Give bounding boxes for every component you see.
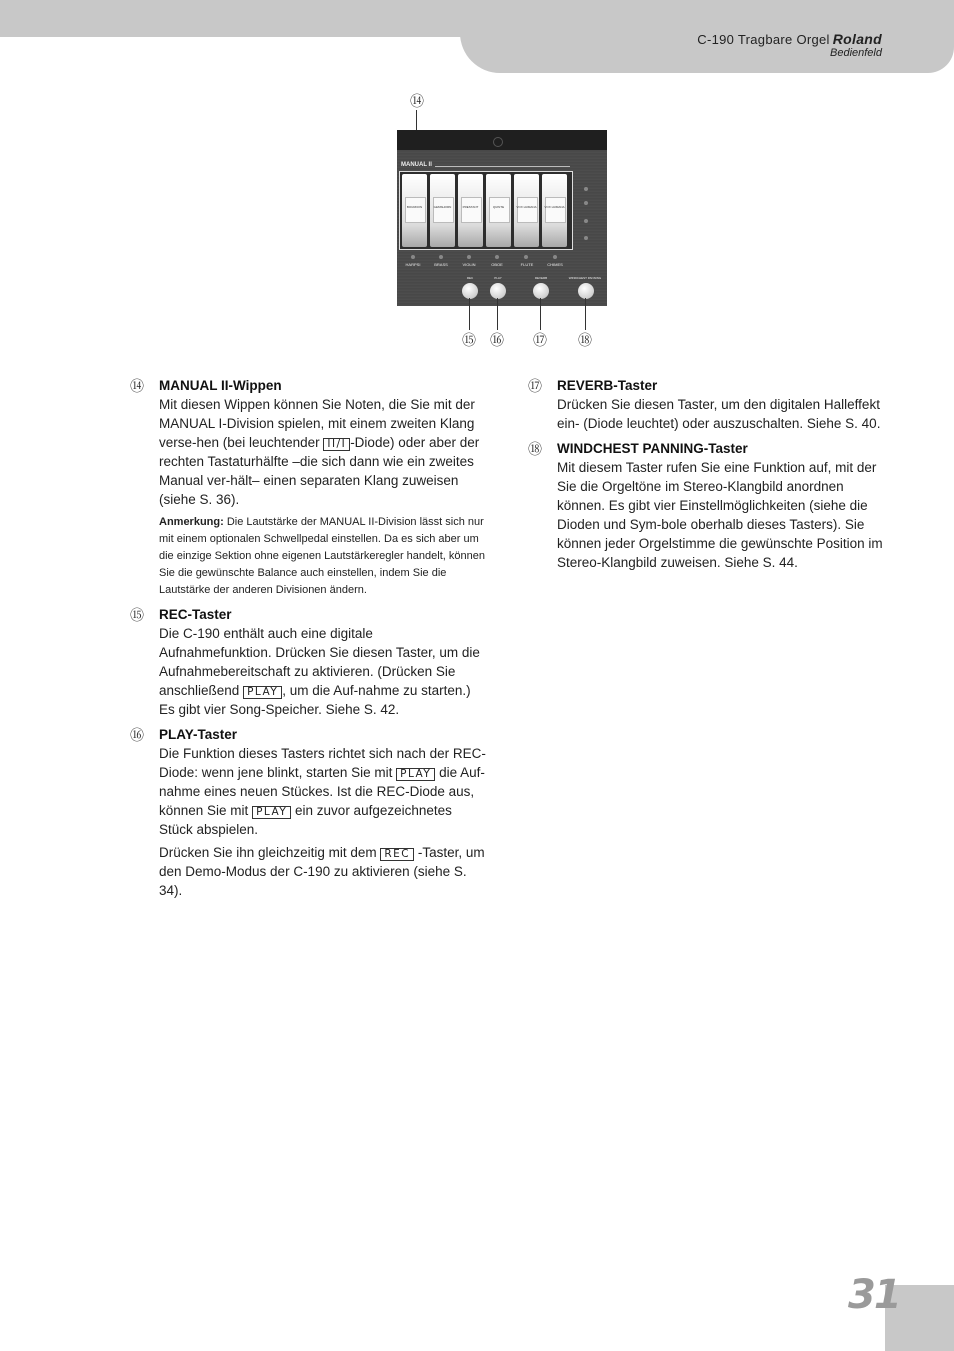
item-body: Mit diesem Taster rufen Sie eine Funktion auf, mit der Sie die Orgeltöne im Stereo-Klangbild anordnen können. Es gibt vier Einstellmöglichkeiten (siehe die Dioden und Sym-bole oberhalb dieses Tasters). Sie können jeder Orgelstimme die gewünschte Position im Stereo-Klangbild zuweisen. Siehe S. 44.	[557, 460, 883, 570]
right-column	[528, 376, 883, 578]
item-number: ⑱	[528, 441, 542, 457]
item-number: ⑰	[528, 378, 542, 394]
voice-label: CHIMES	[547, 262, 563, 267]
voice-label: OBOE	[491, 262, 503, 267]
tab-lever-label-box	[433, 197, 454, 223]
item-number: ⑭	[130, 378, 144, 394]
voice-label: BRASS	[434, 262, 448, 267]
brand-logo: Roland	[832, 31, 882, 47]
tab-lever-label-box	[545, 197, 566, 223]
voice-led	[553, 255, 557, 259]
button-label-reverb: REVERB	[534, 276, 548, 280]
callout-14: ⑭	[410, 93, 424, 109]
pan-led	[584, 219, 588, 223]
tab-lever-label-box	[517, 197, 538, 223]
note	[159, 514, 487, 599]
body-text: die Auf-nahme eines neuen Stückes. Ist die REC-Diode aus, können Sie mit	[159, 765, 485, 818]
item-title: WINDCHEST PANNING-Taster	[557, 441, 748, 456]
header-subtitle: Bedienfeld	[830, 47, 882, 59]
tab-lever-name: VOX HUMANA	[516, 205, 537, 209]
key-label: PLAY	[396, 768, 435, 781]
item-manual-ii	[130, 376, 487, 599]
tab-lever	[486, 174, 511, 247]
figure-divider	[435, 166, 570, 167]
voice-led	[439, 255, 443, 259]
item-number: ⑯	[130, 727, 144, 743]
tab-lever	[514, 174, 539, 247]
pan-led	[584, 201, 588, 205]
item-rec	[130, 605, 487, 719]
item-windchest	[528, 439, 883, 572]
play-button	[490, 283, 506, 299]
button-label-windchest: WINDCHEST PANNING	[568, 276, 602, 280]
item-body: Drücken Sie diesen Taster, um den digitalen Halleffekt ein- (Diode leuchtet) oder auszuschalten. Siehe S. 40.	[557, 397, 881, 431]
tab-levers-frame	[399, 171, 573, 250]
header-title: C-190 Tragbare Orgel	[697, 32, 830, 47]
tab-lever-label-box	[489, 197, 510, 223]
tab-lever	[458, 174, 483, 247]
item-body	[159, 624, 487, 719]
pan-led	[584, 236, 588, 240]
key-label: II/I	[323, 438, 350, 451]
tab-lever	[430, 174, 455, 247]
body-text: -Diode) oder aber der rechten Tastaturhälfte –die sich dann wie ein zweites Manual ver-hält– einen separaten Klang zuweisen (siehe S. 36).	[159, 435, 480, 507]
body-text: ein zuvor aufgezeichnetes Stück abspielen.	[159, 803, 452, 837]
windchest-button	[578, 283, 594, 299]
callout-16: ⑯	[490, 332, 504, 348]
voice-label: VIOLIN	[462, 262, 476, 267]
key-label: PLAY	[243, 686, 282, 699]
reverb-button	[533, 283, 549, 299]
tab-lever-name: GEMSHORN	[433, 205, 452, 209]
body-text: Die Funktion dieses Tasters richtet sich nach der REC-Diode: wenn jene blinkt, starten Sie mit	[159, 746, 486, 780]
left-column	[130, 376, 487, 906]
voice-led	[524, 255, 528, 259]
body-text: -Taster, um den Demo-Modus der C-190 zu aktivieren (siehe S. 34).	[159, 845, 485, 898]
callout-line-17	[540, 298, 541, 330]
tab-lever-name: BOURDON	[406, 205, 423, 209]
running-header	[697, 31, 882, 47]
tab-lever-name: PRESTANT	[462, 205, 479, 209]
voice-led	[411, 255, 415, 259]
rec-button	[462, 283, 478, 299]
item-play	[130, 725, 487, 900]
body-text: Drücken Sie ihn gleichzeitig mit dem	[159, 845, 381, 860]
voice-label: HARPSI	[405, 262, 421, 267]
paragraph	[159, 744, 487, 839]
paragraph	[159, 843, 487, 900]
callout-line-16	[497, 298, 498, 330]
button-label-play: PLAY	[494, 276, 502, 280]
tab-lever	[542, 174, 567, 247]
item-body	[159, 395, 487, 509]
body-text: , um die Auf-nahme zu starten.) Es gibt vier Song-Speicher. Siehe S. 42.	[159, 683, 471, 717]
tab-lever-name: QUINTE	[492, 205, 505, 209]
callout-15: ⑮	[462, 332, 476, 348]
item-title: REVERB-Taster	[557, 378, 658, 393]
note-text: Die Lautstärke der MANUAL II-Division lässt sich nur mit einem optionalen Schwellpedal einstellen. Da es sich aber um die einzige Sektion ohne eigenen Lautstärkeregler handelt, können Sie die gewünschte Balance auch einstellen, indem Sie die Lautstärke der anderen Divisionen ändern.	[159, 516, 485, 596]
panel-figure	[397, 130, 607, 306]
tab-lever-name: VOX HUMANA	[544, 205, 565, 209]
note-label: Anmerkung:	[159, 516, 224, 528]
body-text: Die C-190 enthält auch eine digitale Aufnahmefunktion. Drücken Sie diesen Taster, um die Aufnahmebereitschaft zu aktivieren. (Drücken Sie anschließend	[159, 626, 480, 698]
body-text: Mit diesen Wippen können Sie Noten, die Sie mit der MANUAL I-Division spielen, mit einem zweiten Klang verse-hen (bei leuchtender	[159, 397, 475, 450]
item-title: MANUAL II-Wippen	[159, 378, 282, 393]
tab-lever-label-box	[461, 197, 482, 223]
callout-17: ⑰	[533, 332, 547, 348]
callout-18: ⑱	[578, 332, 592, 348]
voice-led	[495, 255, 499, 259]
item-reverb	[528, 376, 883, 433]
item-body	[159, 744, 487, 900]
key-label: REC	[380, 848, 414, 861]
figure-section-label: MANUAL II	[401, 162, 432, 168]
key-label: PLAY	[252, 806, 291, 819]
page-number: 31	[848, 1272, 900, 1318]
tab-lever-label-box	[405, 197, 426, 223]
item-number: ⑮	[130, 607, 144, 623]
figure-knob	[493, 137, 503, 147]
callout-line-18	[585, 298, 586, 330]
item-title: REC-Taster	[159, 607, 232, 622]
button-label-rec: REC	[466, 276, 474, 280]
item-title: PLAY-Taster	[159, 727, 238, 742]
voice-led	[467, 255, 471, 259]
tab-lever	[402, 174, 427, 247]
pan-led	[584, 187, 588, 191]
voice-label: FLUTE	[520, 262, 534, 267]
callout-line-15	[469, 298, 470, 330]
